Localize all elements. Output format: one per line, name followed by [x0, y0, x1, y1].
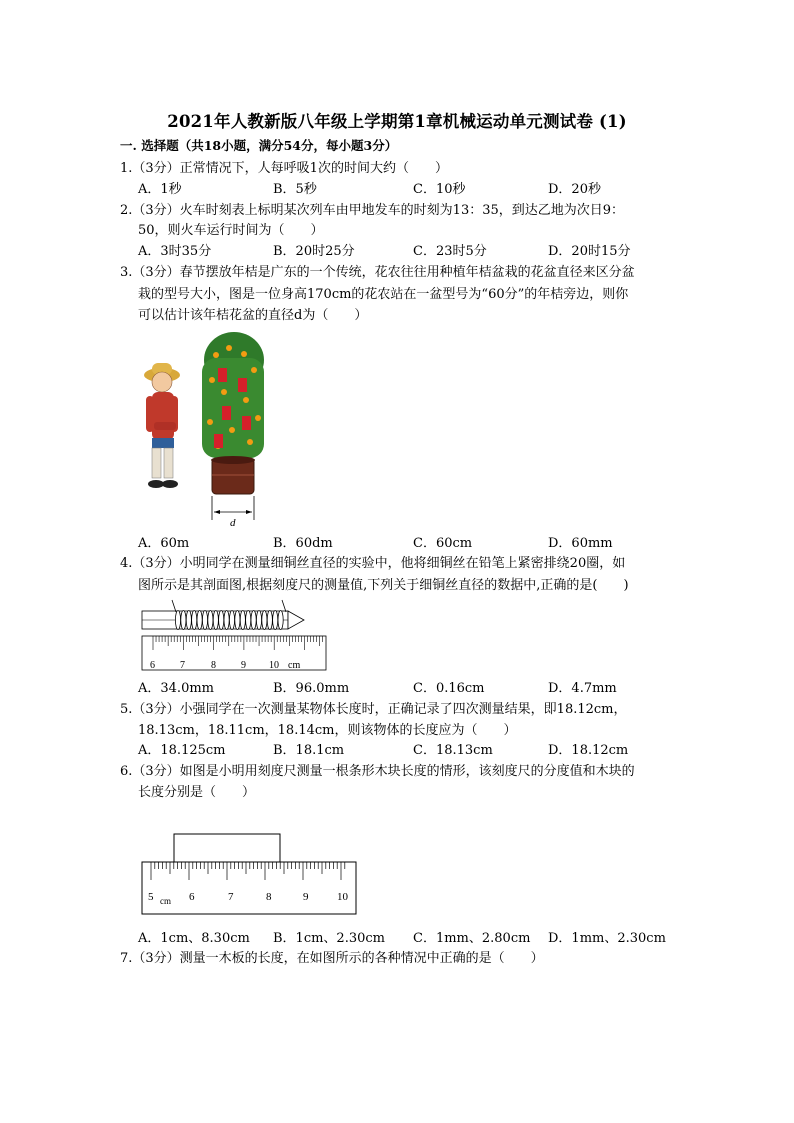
q5-option-c[interactable]: C．18.13cm — [413, 743, 493, 758]
q3-option-a[interactable]: A．60m — [138, 536, 190, 551]
wire-coil — [208, 611, 213, 630]
q1-option-d[interactable]: D．20秒 — [548, 182, 601, 197]
wire-coil — [202, 611, 207, 630]
q2-option-a[interactable]: A．3时35分 — [138, 244, 212, 259]
q4-option-c[interactable]: C．0.16cm — [413, 681, 485, 696]
ruler-label-unit: cm — [288, 660, 301, 671]
wire-coil — [240, 611, 245, 630]
wire-coil — [273, 611, 278, 630]
kumquat-tree-illustration — [202, 332, 264, 520]
farmer-illustration — [144, 363, 180, 488]
q6-option-d[interactable]: D．1mm、2.30cm — [548, 931, 666, 946]
question-7-text: 7.（3分）测量一木板的长度，在如图所示的各种情况中正确的是（ ） — [120, 951, 544, 966]
ruler-label-unit: cm — [160, 896, 171, 906]
ruler-label-7: 7 — [228, 891, 234, 903]
section-heading: 一. 选择题（共18小题，满分54分，每小题3分） — [120, 138, 398, 153]
ruler-label-9: 9 — [241, 660, 246, 671]
question-2-text-line1: 2.（3分）火车时刻表上标明某次列车由甲地发车的时刻为13：35，到达乙地为次日9： — [120, 203, 625, 218]
wire-coil — [235, 611, 240, 630]
ruler-label-8: 8 — [266, 891, 272, 903]
question-4-text-line2: 图所示是其剖面图,根据刻度尺的测量值,下列关于细铜丝直径的数据中,正确的是( ) — [138, 578, 629, 593]
question-6-text-line1: 6.（3分）如图是小明用刻度尺测量一根条形木块长度的情形，该刻度尺的分度值和木块的 — [120, 764, 635, 779]
wire-coil — [262, 611, 267, 630]
q4-figure-wire-on-pencil — [136, 598, 336, 674]
wire-coil — [197, 611, 202, 630]
q6-option-a[interactable]: A．1cm、8.30cm — [138, 931, 250, 946]
question-3-text-line2: 栽的型号大小，图是一位身高170cm的花农站在一盆型号为“60分”的年桔旁边，则你 — [138, 287, 629, 302]
question-3-text-line1: 3.（3分）春节摆放年桔是广东的一个传统，花农往往用种植年桔盆栽的花盆直径来区分盆 — [120, 265, 635, 280]
question-6-text-line2: 长度分别是（ ） — [138, 785, 256, 800]
q3-option-c[interactable]: C．60cm — [413, 536, 473, 551]
wire-coil — [251, 611, 256, 630]
q5-option-b[interactable]: B．18.1cm — [273, 743, 345, 758]
question-1-text: 1.（3分）正常情况下，人每呼吸1次的时间大约（ ） — [120, 161, 448, 176]
q4-option-a[interactable]: A．34.0mm — [138, 681, 214, 696]
question-4-text-line1: 4.（3分）小明同学在测量细铜丝直径的实验中，他将细铜丝在铅笔上紧密排绕20圈，如 — [120, 556, 626, 571]
q3-figure-farmer-and-tree — [134, 330, 274, 530]
diameter-label-d: d — [230, 517, 236, 529]
ruler-label-10: 10 — [269, 660, 279, 671]
q3-option-b[interactable]: B．60dm — [273, 536, 333, 551]
page-title: 2021年人教新版八年级上学期第1章机械运动单元测试卷 (1) — [167, 112, 627, 131]
wire-coil — [181, 611, 186, 630]
ruler-label-10: 10 — [337, 891, 348, 903]
wire-coil — [256, 611, 261, 630]
ruler-label-6: 6 — [189, 891, 195, 903]
q6-option-c[interactable]: C．1mm、2.80cm — [413, 931, 531, 946]
q1-option-b[interactable]: B．5秒 — [273, 182, 317, 197]
q5-option-d[interactable]: D．18.12cm — [548, 743, 629, 758]
q2-option-d[interactable]: D．20时15分 — [548, 244, 631, 259]
q4-option-b[interactable]: B．96.0mm — [273, 681, 350, 696]
q5-option-a[interactable]: A．18.125cm — [138, 743, 226, 758]
q2-option-b[interactable]: B．20时25分 — [273, 244, 355, 259]
ruler-label-8: 8 — [211, 660, 216, 671]
wire-coil — [192, 611, 197, 630]
wire-coil — [213, 611, 218, 630]
ruler-label-5: 5 — [148, 891, 154, 903]
q4-option-d[interactable]: D．4.7mm — [548, 681, 617, 696]
wire-coil — [175, 611, 180, 630]
wire-coil — [229, 611, 234, 630]
wire-coil — [219, 611, 224, 630]
q6-figure-ruler-with-block — [138, 832, 362, 918]
q1-option-c[interactable]: C．10秒 — [413, 182, 466, 197]
wire-coil — [278, 611, 283, 630]
question-3-text-line3: 可以估计该年桔花盆的直径d为（ ） — [138, 308, 368, 323]
wire-coil — [246, 611, 251, 630]
question-5-text-line2: 18.13cm，18.11cm，18.14cm，则该物体的长度应为（ ） — [138, 723, 517, 738]
wire-coil — [186, 611, 191, 630]
ruler-label-6: 6 — [150, 660, 155, 671]
question-2-text-line2: 50，则火车运行时间为（ ） — [138, 223, 324, 238]
wire-coil — [267, 611, 272, 630]
ruler-label-9: 9 — [303, 891, 309, 903]
q2-option-c[interactable]: C．23时5分 — [413, 244, 487, 259]
wire-coil — [224, 611, 229, 630]
q3-option-d[interactable]: D．60mm — [548, 536, 613, 551]
q6-option-b[interactable]: B．1cm、2.30cm — [273, 931, 385, 946]
ruler-label-7: 7 — [180, 660, 185, 671]
question-5-text-line1: 5.（3分）小强同学在一次测量某物体长度时，正确记录了四次测量结果，即18.12cm， — [120, 702, 627, 717]
q1-option-a[interactable]: A．1秒 — [138, 182, 182, 197]
